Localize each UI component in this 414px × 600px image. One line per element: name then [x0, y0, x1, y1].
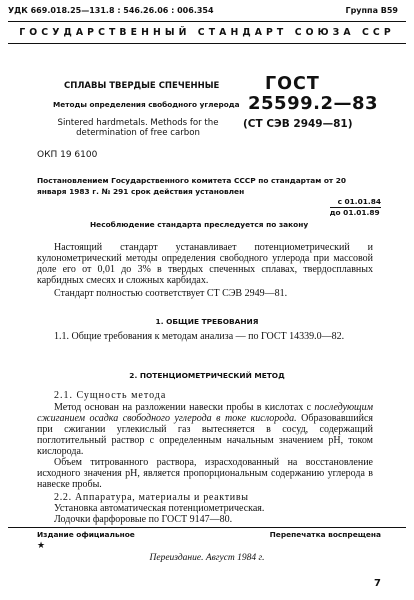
gost-label: ГОСТ — [265, 74, 320, 94]
header-rule-bottom — [8, 43, 406, 44]
section-heading-1: 1. ОБЩИЕ ТРЕБОВАНИЯ — [155, 317, 259, 326]
validity-dates — [330, 197, 381, 218]
method-text-post: Образовавшийся при сжигании углекислый газ вытесняется в сосуд, содержащий поглотительный раствор с определенным начальным значением рН, током кислорода. — [37, 413, 373, 457]
subtitle-ru: Методы определения свободного углерода — [53, 100, 240, 109]
footer-rule — [8, 527, 406, 528]
paragraph-installation: Установка автоматическая потенциометрическая. — [54, 503, 265, 514]
title-ru: СПЛАВЫ ТВЕРДЫЕ СПЕЧЕННЫЕ — [64, 81, 220, 91]
legal-warning: Несоблюдение стандарта преследуется по закону — [90, 220, 309, 229]
paragraph-2-1-body — [37, 402, 373, 457]
date-to: до 01.01.89 — [329, 208, 380, 217]
section-heading-2: 2. ПОТЕНЦИОМЕТРИЧЕСКИЙ МЕТОД — [129, 371, 285, 380]
title-en: Sintered hardmetals. Methods for the determination of free carbon — [57, 118, 219, 138]
compliance-paragraph: Стандарт полностью соответствует СТ СЭВ 2949—81. — [54, 288, 288, 299]
method-text-italic: последующим сжиганием осадка свободного углерода в токе кислорода. — [37, 402, 373, 424]
reissue-note: Переиздание. Август 1984 г. — [149, 553, 265, 563]
paragraph-1-1: 1.1. Общие требования к методам анализа — по ГОСТ 14339.0—82. — [54, 331, 345, 342]
paragraph-boats: Лодочки фарфоровые по ГОСТ 9147—80. — [54, 514, 233, 525]
decree-text: Постановлением Государственного комитета СССР по стандартам от 20 января 1983 г. № 291 срок действия установлен — [37, 176, 347, 196]
paragraph-2-1-title: 2.1. Сущность метода — [54, 390, 167, 401]
gost-number: 25599.2—83 — [248, 93, 379, 114]
st-sev-ref: (СТ СЭВ 2949—81) — [243, 118, 353, 130]
standard-banner: ГОСУДАРСТВЕННЫЙ СТАНДАРТ СОЮЗА ССР — [19, 27, 395, 38]
date-from: с 01.01.84 — [330, 197, 381, 208]
okp-code: ОКП 19 6100 — [37, 150, 98, 160]
udk-code: УДК 669.018.25—131.8 : 546.26.06 : 006.354 — [8, 6, 214, 15]
header-rule-top — [8, 21, 406, 22]
method-text-pre: Метод основан на разложении навески пробы в кислотах с — [54, 402, 315, 413]
intro-paragraph: Настоящий стандарт устанавливает потенциометрический и кулонометрический методы определения свободного углерода при массовой доле его от 0,01 до 3% в твердых спеченных сплавах, твердосплавных карбидных смесях и сложных карбидах. — [37, 242, 373, 286]
paragraph-ph: Объем титрованного раствора, израсходованный на восстановление исходного значения рН, является пропорциональным содержанию углерода в навеске пробы. — [37, 457, 373, 490]
group-code: Группа В59 — [345, 6, 398, 15]
star-icon: ★ — [37, 541, 46, 551]
page-number: 7 — [374, 578, 381, 589]
official-edition: Издание официальное — [37, 530, 135, 539]
reprint-notice: Перепечатка воспрещена — [269, 530, 381, 539]
paragraph-2-2-title: 2.2. Аппаратура, материалы и реактивы — [54, 492, 249, 503]
